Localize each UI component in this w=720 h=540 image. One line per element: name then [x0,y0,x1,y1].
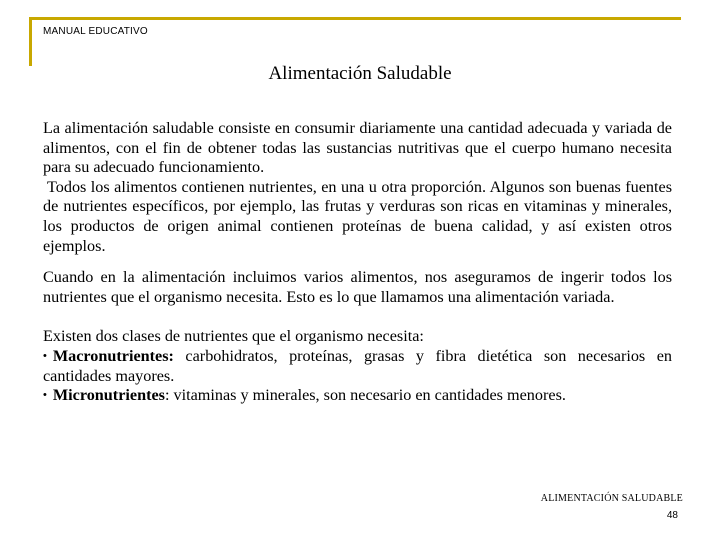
frame-left-rule [29,17,32,66]
paragraph-definition: La alimentación saludable consiste en consumir diariamente una cantidad adecuada y variada de alimentos, con el fin de obtener todas las sustancias nutritivas que el cuerpo humano necesita para su adecuado funcionamiento. [43,119,672,177]
desc-macronutrients: carbohidratos, proteínas, grasas y fibra dietética son necesarios en cantidades mayores. [43,346,672,385]
paragraph-nutrients: Todos los alimentos contienen nutrientes, en una u otra proporción. Algunos son buenas fuentes de nutrientes específicos, por ejemplo, las frutas y verduras son ricas en vitaminas y minerales, los productos de origen animal contienen proteínas de buena calidad, y así existen otros ejemplos. [43,177,672,255]
bullet-icon: • [43,389,47,402]
page-number: 48 [666,510,678,521]
body-text [43,119,672,406]
list-item-macronutrients [43,347,672,386]
list-item-micronutrients [43,386,672,406]
footer-label: ALIMENTACIÓN SALUDABLE [540,493,683,504]
page-title: Alimentación Saludable [268,63,452,84]
frame-top-rule [29,17,681,20]
bullet-icon: • [43,349,47,362]
term-micronutrients: Micronutrientes [52,386,165,405]
paragraph-variety: Cuando en la alimentación incluimos varios alimentos, nos aseguramos de ingerir todos los nutrientes que el organismo necesita. Esto es lo que llamamos una alimentación variada. [43,268,672,306]
term-macronutrients: Macronutrientes: [52,346,174,365]
header-label: MANUAL EDUCATIVO [43,26,148,37]
desc-micronutrients: : vitaminas y minerales, son necesario en cantidades menores. [164,386,566,405]
paragraph-classes-intro: Existen dos clases de nutrientes que el organismo necesita: [43,327,424,346]
